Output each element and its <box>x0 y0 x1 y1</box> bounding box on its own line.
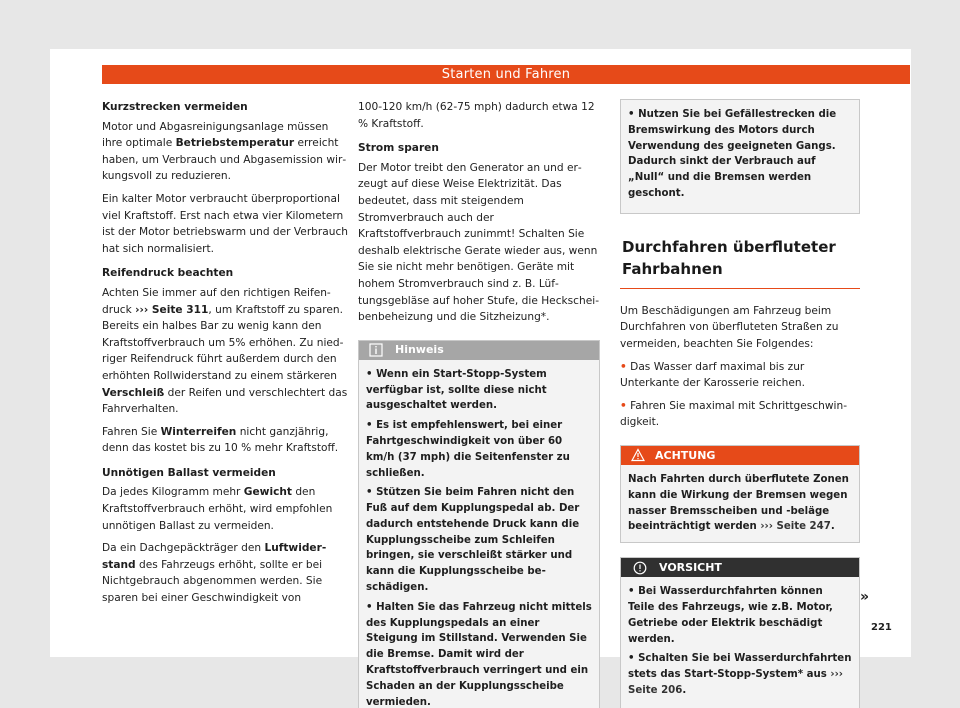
text: Da jedes Kilogramm mehr <box>102 486 244 499</box>
text: Nach Fahrten durch überflutete Zonen kann die Wirkung der Bremsen wegen nasser Bremsscheiben und -beläge beeinträchtigt werden <box>628 473 849 533</box>
text: Motor und Abgasreinigungsanlage müssen ihre optimale <box>102 120 329 150</box>
paragraph-intro: Um Beschädigungen am Fahrzeug beim Durchfahren von überfluteten Straßen zu vermeiden, beachten Sie Folgendes: <box>620 304 839 350</box>
continue-marker: » <box>860 589 870 605</box>
section-title-ueberflutet: Durchfahren überfluteter Fahrbahnen <box>620 234 860 289</box>
hinweis-box <box>358 340 600 708</box>
text: den Kraftstoffverbrauch erhöht, wird empfohlen unnötigen Ballast zu vermeiden. <box>102 486 333 532</box>
vorsicht-box <box>620 557 860 708</box>
bold-term: Verschleiß <box>102 386 165 399</box>
page-reference-link[interactable]: ››› Seite 247 <box>760 521 831 533</box>
bold-term: Gewicht <box>243 486 292 499</box>
text: Fahren Sie <box>102 425 161 438</box>
text: nicht ganzjährig, denn das kostet bis zu 10 % mehr Kraftstoff. <box>102 425 339 455</box>
list-item: • Stützen Sie beim Fahren nicht den Fuß auf dem Kupplungspedal ab. Der dadurch entstehende Druck kann die Kupplungsscheibe zum Schleifen bringen, sie verschleißt stärker und kann die Kupplungsscheibe beschädigen. <box>366 487 580 594</box>
list-item-text: Bei Wasserdurchfahrten können Teile des Fahrzeugs, wie z.B. Motor, Getriebe oder Elektrik beschädigt werden. <box>628 586 833 645</box>
paragraph-continuation: 100-120 km/h (62-75 mph) dadurch etwa 12 % Kraftstoff. <box>358 101 595 130</box>
vorsicht-title: VORSICHT <box>659 560 722 574</box>
hinweis-body <box>359 360 599 708</box>
text: Da ein Dachgepäckträger den <box>102 542 265 555</box>
heading-kurzstrecken: Kurzstrecken vermeiden <box>102 101 248 113</box>
column-middle <box>358 99 600 708</box>
list-item: • Wenn ein Start-Stopp-System verfügbar ist, sollte diese nicht ausgeschaltet werden. <box>366 368 547 412</box>
heading-strom-sparen: Strom sparen <box>358 142 439 155</box>
paragraph-dachgepaecktraeger <box>102 540 352 606</box>
page-reference-link[interactable]: ››› Seite 206 <box>628 669 843 696</box>
list-item <box>620 359 860 392</box>
paragraph-winterreifen <box>102 424 352 457</box>
paragraph-betriebstemperatur <box>102 119 352 185</box>
hinweis-title: Hinweis <box>395 343 444 357</box>
vorsicht-body <box>621 577 859 708</box>
list-item-text: Schalten Sie bei Wasserdurchfahrten stets das Start-Stopp-System* aus <box>628 653 852 681</box>
list-item-text: Halten Sie das Fahrzeug nicht mittels des Kupplungspedals an einer Steigung im Stillstand. Verwenden Sie die Bremse. Damit wird der Kraftstoffverbrauch verringert und ein Schaden an der Kupplungsscheibe vermieden. <box>366 601 592 708</box>
paragraph-strom: Der Motor treibt den Generator an und erzeugt auf diese Weise Elektrizität. Das bedeutet, dass mit steigendem Stromverbrauch auch der Kraftstoffverbrauch zunimmt! Schalten Sie deshalb elektrische Gerate wieder aus, wenn Sie sie nicht mehr benötigen. Geräte mit hohem Stromverbrauch sind z. B. Lüftungsgebläse auf hoher Stufe, die Heckscheibenbeheizung und die Sitzheizung*. <box>358 161 600 324</box>
achtung-header <box>621 446 859 465</box>
list-item-text: Nutzen Sie bei Gefällestrecken die Bremswirkung des Motors durch Verwendung des geeigneten Gangs. Dadurch sinkt der Verbrauch auf „Null“ und die Bremsen werden geschont. <box>628 109 837 199</box>
text: erreicht haben, um Verbrauch und Abgasemission wirkungsvoll zu reduzieren. <box>102 137 347 183</box>
list-item: • Bei Wasserdurchfahrten können Teile des Fahrzeugs, wie z.B. Motor, Getriebe oder Elektrik beschädigt werden. <box>628 586 833 645</box>
text: , um Kraftstoff zu sparen. Bereits ein halbes Bar zu wenig kann den Kraftstoffverbrauch um 5% erhöhen. Zu niedriger Reifendruck führt außerdem durch den erhöhten Rollwiderstand zu einem stärkeren <box>102 303 344 382</box>
list-item-text: Das Wasser darf maximal bis zur Unterkante der Karosserie reichen. <box>620 360 805 390</box>
text: . <box>682 684 687 696</box>
page-reference-link[interactable]: ››› Seite 311 <box>135 303 209 316</box>
list-item: • Halten Sie das Fahrzeug nicht mittels des Kupplungspedals an einer Steigung im Stillstand. Verwenden Sie die Bremse. Damit wird der Kraftstoffverbrauch verringert und ein Schaden an der Kupplungsscheibe vermieden. <box>366 601 592 708</box>
list-item-text: Fahren Sie maximal mit Schrittgeschwindigkeit. <box>620 399 848 429</box>
bold-term: Luftwiderstand <box>102 542 327 571</box>
paragraph-gewicht <box>102 484 352 534</box>
text: Achten Sie immer auf den richtigen Reifendruck <box>102 286 331 316</box>
hinweis-continuation-body <box>621 100 859 213</box>
list-item-text: Stützen Sie beim Fahren nicht den Fuß auf dem Kupplungspedal ab. Der dadurch entstehende Druck kann die Kupplungsscheibe zum Schleifen bringen, sie verschleißt stärker und kann die Kupplungsscheibe beschädigen. <box>366 487 580 594</box>
info-icon <box>369 343 383 357</box>
achtung-body <box>621 465 859 542</box>
list-item: • Nutzen Sie bei Gefällestrecken die Bremswirkung des Motors durch Verwendung des geeigneten Gangs. Dadurch sinkt der Verbrauch auf „Null“ und die Bremsen werden geschont. <box>628 109 837 199</box>
heading-reifendruck: Reifendruck beachten <box>102 267 234 280</box>
hinweis-continuation-box <box>620 99 860 214</box>
column-right <box>620 99 860 708</box>
chapter-header: Starten und Fahren <box>102 65 910 84</box>
achtung-title: ACHTUNG <box>655 448 716 462</box>
bold-term: Betriebstemperatur <box>175 137 295 150</box>
list-item: • Es ist empfehlenswert, bei einer Fahrtgeschwindigkeit von über 60 km/h (37 mph) die Seitenfenster zu schließen. <box>366 420 570 479</box>
paragraph-kalter-motor: Ein kalter Motor verbraucht überproportional viel Kraftstoff. Erst nach etwa vier Kilometern ist der Motor betriebswarm und der Verbrauch hat sich normalisiert. <box>102 192 349 255</box>
vorsicht-header <box>621 558 859 577</box>
text: . <box>830 521 835 533</box>
warning-triangle-icon <box>631 448 645 462</box>
text: der Reifen und verschlechtert das Fahrverhalten. <box>102 386 348 416</box>
paragraph-reifendruck <box>102 285 352 418</box>
text: des Fahrzeugs erhöht, sollte er bei Nichtgebrauch abgenommen werden. Sie sparen bei einer Geschwindigkeit von <box>102 558 323 605</box>
list-item-text: Es ist empfehlenswert, bei einer Fahrtgeschwindigkeit von über 60 km/h (37 mph) die Seitenfenster zu schließen. <box>366 420 570 479</box>
heading-ballast: Unnötigen Ballast vermeiden <box>102 466 276 479</box>
hinweis-header <box>359 341 599 360</box>
bold-term: Winterreifen <box>160 425 237 438</box>
list-item <box>620 398 860 431</box>
column-left <box>102 99 352 613</box>
bullet-dot: • <box>620 360 627 373</box>
achtung-box <box>620 445 860 543</box>
list-item-text: Wenn ein Start-Stopp-System verfügbar ist, sollte diese nicht ausgeschaltet werden. <box>366 368 547 412</box>
manual-page <box>50 49 911 708</box>
page-number: 221 <box>871 622 892 633</box>
caution-circle-icon <box>633 561 647 575</box>
list-item: • Schalten Sie bei Wasserdurchfahrten stets das Start-Stopp-System* aus ››› Seite 206. <box>628 653 852 696</box>
bullet-dot: • <box>620 399 627 412</box>
